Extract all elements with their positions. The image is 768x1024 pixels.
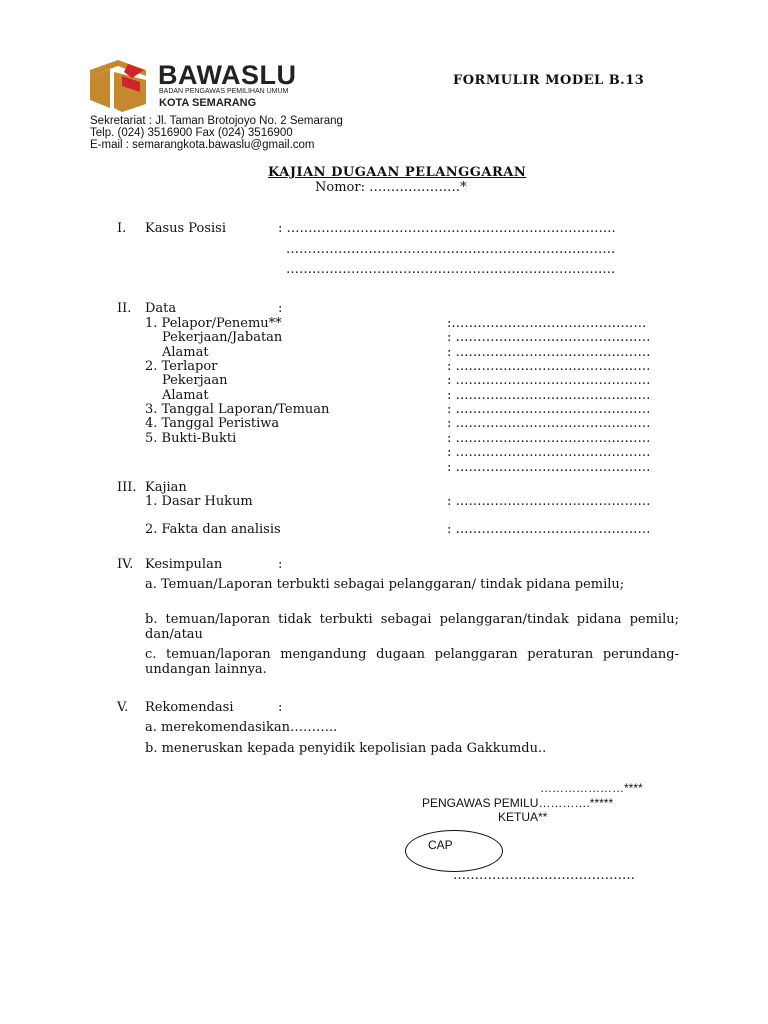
- study-row-value: : ………………………………………: [447, 494, 651, 509]
- data-row-value: : ………………………………………: [447, 330, 651, 345]
- section-2-colon: :: [278, 301, 283, 316]
- data-row-value: : ………………………………………: [447, 388, 651, 403]
- data-row-value: : ………………………………………: [447, 460, 651, 475]
- data-row-value: : ………………………………………: [447, 359, 651, 374]
- stamp-label: CAP: [428, 838, 453, 852]
- signature-name-line: ……………………………………: [453, 868, 635, 883]
- case-position-line: ………………………………………………………………….: [286, 242, 616, 257]
- section-4-colon: :: [278, 557, 283, 572]
- signature-role: PENGAWAS PEMILU………….*****: [422, 796, 614, 810]
- data-row-value: :………………………………………: [447, 316, 647, 331]
- data-row-value: : ………………………………………: [447, 445, 651, 460]
- section-1-label: Kasus Posisi: [145, 221, 227, 236]
- email-line: E-mail : semarangkota.bawaslu@gmail.com: [90, 139, 315, 151]
- data-row-value: : ………………………………………: [447, 402, 651, 417]
- section-5-label: Rekomendasi: [145, 700, 234, 715]
- nomor-field: Nomor: …………………*: [315, 180, 467, 195]
- signature-place-date: …………………****: [540, 781, 643, 795]
- signature-position: KETUA**: [498, 810, 548, 824]
- section-4-label: Kesimpulan: [145, 557, 223, 572]
- section-5-number: V.: [117, 700, 129, 715]
- section-3-label: Kajian: [145, 480, 187, 495]
- case-position-line: : ………………………………………………………………….: [278, 221, 616, 236]
- data-row-label: 4. Tanggal Peristiwa: [145, 416, 280, 431]
- case-position-line: ………………………………………………………………….: [286, 262, 616, 277]
- section-4-number: IV.: [117, 557, 134, 572]
- data-row-label: Alamat: [162, 388, 209, 403]
- conclusion-item: b. temuan/laporan tidak terbukti sebagai pelanggaran/tindak pidana pemilu; dan/atau: [145, 612, 679, 642]
- section-2-label: Data: [145, 301, 177, 316]
- document-title: KAJIAN DUGAAN PELANGGARAN: [268, 165, 527, 180]
- section-5-colon: :: [278, 700, 283, 715]
- section-2-number: II.: [117, 301, 132, 316]
- bawaslu-logo-icon: [88, 58, 154, 118]
- conclusion-item: a. Temuan/Laporan terbukti sebagai pelanggaran/ tindak pidana pemilu;: [145, 577, 625, 592]
- phone-line: Telp. (024) 3516900 Fax (024) 3516900: [90, 127, 293, 139]
- data-row-value: : ………………………………………: [447, 373, 651, 388]
- recommendation-item: a. merekomendasikan………..: [145, 720, 338, 735]
- data-row-label: Pekerjaan/Jabatan: [162, 330, 283, 345]
- brand-title: BAWASLU: [158, 60, 297, 90]
- data-row-label: Pekerjaan: [162, 373, 228, 388]
- data-row-label: Alamat: [162, 345, 209, 360]
- brand-city: KOTA SEMARANG: [159, 97, 257, 109]
- data-row-value: : ………………………………………: [447, 416, 651, 431]
- data-row-label: 1. Pelapor/Penemu**: [145, 316, 282, 331]
- form-model-label: FORMULIR MODEL B.13: [453, 73, 645, 88]
- data-row-value: : ………………………………………: [447, 431, 651, 446]
- data-row-label: 2. Terlapor: [145, 359, 218, 374]
- study-row-label: 1. Dasar Hukum: [145, 494, 253, 509]
- conclusion-item: c. temuan/laporan mengandung dugaan pelanggaran peraturan perundang-undangan lainnya.: [145, 647, 679, 677]
- data-row-label: 5. Bukti-Bukti: [145, 431, 237, 446]
- address-line: Sekretariat : Jl. Taman Brotojoyo No. 2 Semarang: [90, 115, 343, 127]
- recommendation-item: b. meneruskan kepada penyidik kepolisian pada Gakkumdu..: [145, 741, 547, 756]
- data-row-value: : ………………………………………: [447, 345, 651, 360]
- stamp-oval: [405, 830, 503, 872]
- brand-subtitle: BADAN PENGAWAS PEMILIHAN UMUM: [159, 88, 289, 95]
- study-row-label: 2. Fakta dan analisis: [145, 522, 281, 537]
- section-1-number: I.: [117, 221, 127, 236]
- study-row-value: : ………………………………………: [447, 522, 651, 537]
- data-row-label: 3. Tanggal Laporan/Temuan: [145, 402, 330, 417]
- section-3-number: III.: [117, 480, 137, 495]
